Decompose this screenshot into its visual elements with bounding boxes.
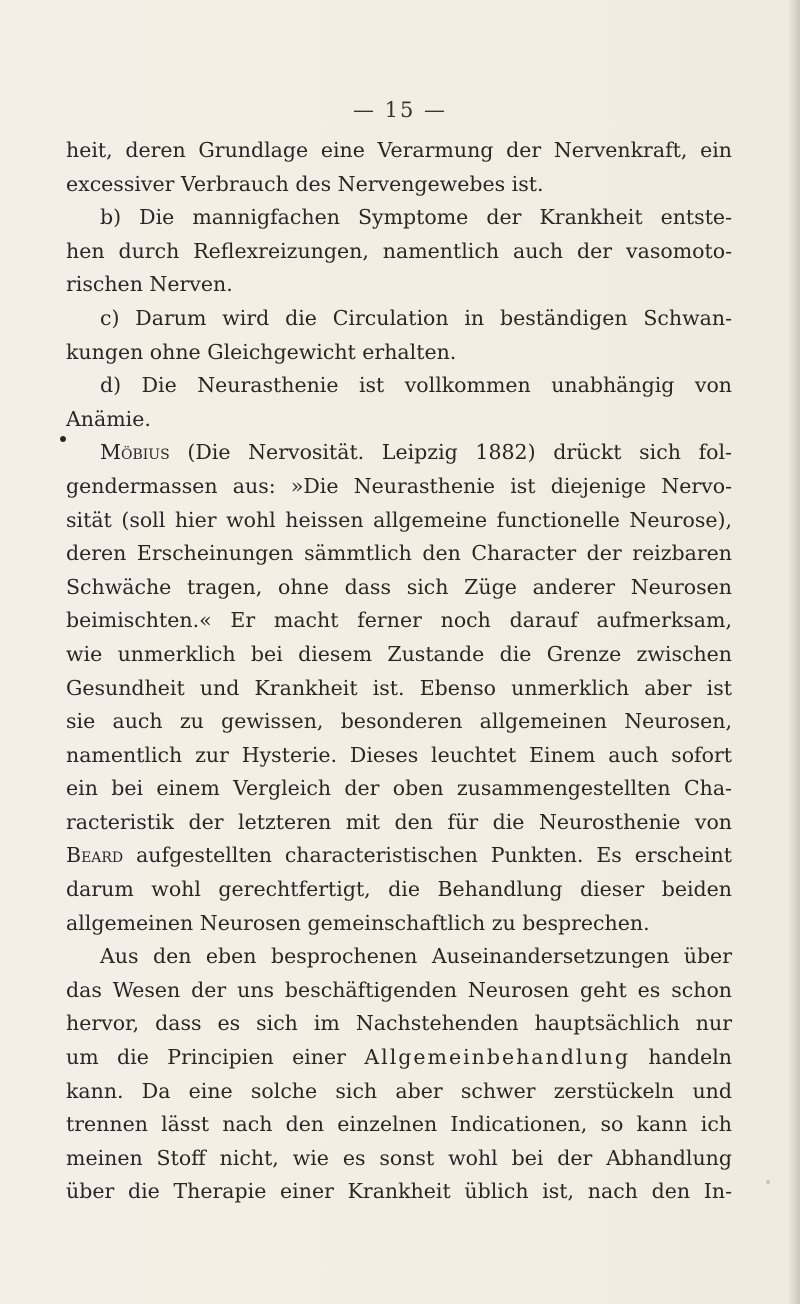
text-line: heit, deren Grundlage eine Verarmung der Nervenkraft, ein (66, 138, 732, 162)
text-line: hervor, dass es sich im Nachstehenden hauptsächlich nur (66, 1011, 732, 1036)
text-line: meinen Stoff nicht, wie es sonst wohl bei der Abhandlung (66, 1145, 732, 1170)
text-line (66, 436, 732, 470)
text-span: (Die Nervosität. Leipzig 1882) drückt sich fol- (169, 440, 732, 465)
text-line: trennen lässt nach den einzelnen Indicationen, so kann ich (66, 1112, 732, 1137)
text-line: excessiver Verbrauch des Nervengewebes ist. (66, 171, 544, 196)
text-span: aufgestellten characteristischen Punkten. Es erscheint (123, 843, 732, 868)
author-name: Möbius (100, 440, 170, 465)
text-line: beimischten.« Er macht ferner noch darauf aufmerksam, (66, 608, 732, 633)
text-span: um die Principien einer (66, 1045, 365, 1070)
text-line: racteristik der letzteren mit den für die Neurosthenie von (66, 809, 732, 834)
text-line: hen durch Reflexreizungen, namentlich auch der vasomoto- (66, 238, 732, 263)
author-name: Beard (66, 843, 124, 868)
text-line: kann. Da eine solche sich aber schwer zerstückeln und (66, 1078, 732, 1103)
text-line: darum wohl gerechtfertigt, die Behandlung dieser beiden (66, 877, 732, 902)
text-line: rischen Nerven. (66, 272, 233, 297)
text-line: gendermassen aus: »Die Neurasthenie ist diejenige Nervo- (66, 473, 732, 498)
text-line: c) Darum wird die Circulation in beständigen Schwan- (100, 305, 732, 330)
text-line: Gesundheit und Krankheit ist. Ebenso unmerklich aber ist (66, 675, 732, 700)
text-line: über die Therapie einer Krankheit üblich ist, nach den In- (66, 1179, 732, 1204)
text-line: ein bei einem Vergleich der oben zusammengestellten Cha- (66, 776, 732, 801)
text-line: deren Erscheinungen sämmtlich den Character der reizbaren (66, 541, 732, 566)
text-line: allgemeinen Neurosen gemeinschaftlich zu besprechen. (66, 910, 650, 935)
text-line: b) Die mannigfachen Symptome der Krankheit entste- (100, 205, 732, 230)
page-number: — 15 — (352, 98, 448, 122)
body-text (66, 134, 732, 1209)
text-line: sie auch zu gewissen, besonderen allgemeinen Neurosen, (66, 709, 732, 734)
text-line: das Wesen der uns beschäftigenden Neurosen geht es schon (66, 977, 732, 1002)
text-line: Anämie. (66, 406, 151, 431)
text-line: namentlich zur Hysterie. Dieses leuchtet Einem auch sofort (66, 742, 732, 767)
paper-speck (766, 1180, 770, 1184)
text-line: Aus den eben besprochenen Auseinandersetzungen über (100, 944, 732, 969)
emphasized-term: Allgemeinbehandlung (364, 1045, 630, 1070)
text-line: wie unmerklich bei diesem Zustande die Grenze zwischen (66, 641, 732, 666)
text-line (66, 839, 732, 873)
text-line: kungen ohne Gleichgewicht erhalten. (66, 339, 457, 364)
text-line: d) Die Neurasthenie ist vollkommen unabhängig von (100, 373, 732, 398)
text-line (66, 1041, 732, 1075)
text-line: Schwäche tragen, ohne dass sich Züge anderer Neurosen (66, 574, 732, 599)
text-line: sität (soll hier wohl heissen allgemeine functionelle Neurose), (66, 507, 732, 532)
page-edge-shadow (788, 0, 800, 1304)
text-span: handeln (629, 1045, 732, 1070)
